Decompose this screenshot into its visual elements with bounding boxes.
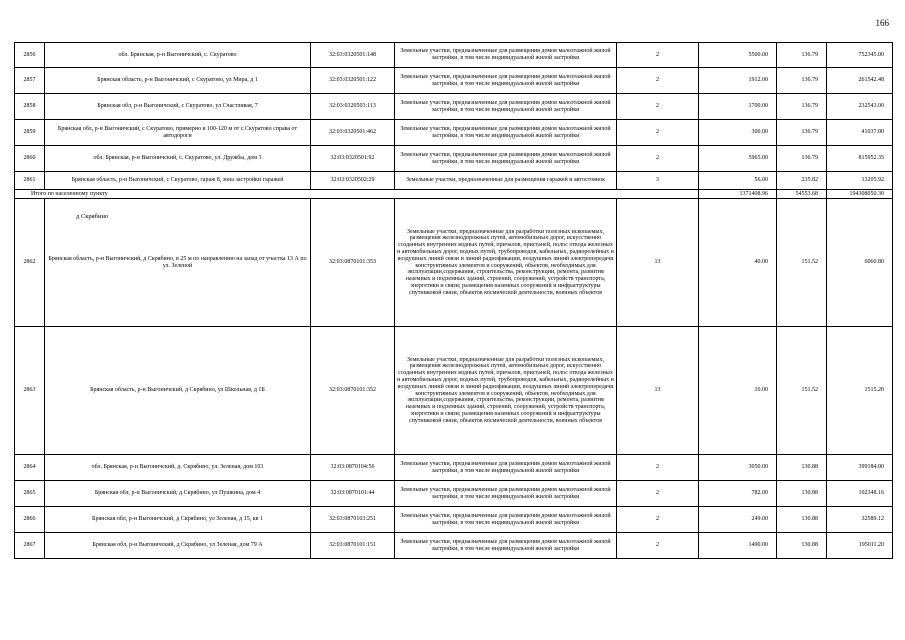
- total-rate: 54553.68: [777, 190, 827, 199]
- row-land-use: Земельные участки, предназначенные для размещения домов малоэтажной жилой застройки, в том числе индивидуальной жилой застройки: [395, 481, 617, 507]
- row-group: 2: [617, 68, 699, 94]
- row-area: 782.00: [699, 481, 777, 507]
- row-group: 2: [617, 94, 699, 120]
- row-value: 261542.48: [827, 68, 893, 94]
- row-address: Брянская обл, р-н Выгоничский, д Скрябино, ул Зеленая, дом 79 А: [45, 533, 311, 559]
- row-area: 40.00: [699, 199, 777, 327]
- locality-label: д Скрябино: [76, 213, 109, 220]
- row-address: Брянская область, р-н Выгоничский, д Скрябино, в 25 м по направлению на запад от участка 13 А по ул. Зеленой: [45, 199, 311, 327]
- row-cadastral-number: 32:03:0320502:29: [311, 172, 395, 190]
- row-number: 2867: [15, 533, 45, 559]
- row-value: 815952.35: [827, 146, 893, 172]
- table-row: [15, 68, 893, 94]
- row-value: 1515.20: [827, 327, 893, 455]
- row-value: 102348.16: [827, 481, 893, 507]
- row-area: 1912.00: [699, 68, 777, 94]
- row-address: Брянская область, р-н Выгоничский, с Скуратово, гараж 8, зона застройки гаражей: [45, 172, 311, 190]
- row-cadastral-number: 32:03:0870101:352: [311, 327, 395, 455]
- table-row: [15, 172, 893, 190]
- row-group: 2: [617, 455, 699, 481]
- row-cadastral-number: 32:03:0320501:462: [311, 120, 395, 146]
- row-area: 1700.00: [699, 94, 777, 120]
- row-cadastral-number: 32:03:0870101:44: [311, 481, 395, 507]
- row-value: 195011.20: [827, 533, 893, 559]
- row-rate: 136.79: [777, 120, 827, 146]
- row-address: Брянская обл, р-н Выгоничский, с Скуратово, примерно в 100-120 м от с.Скуратово справа от автодороги: [45, 120, 311, 146]
- row-number: 2865: [15, 481, 45, 507]
- row-address: Брянская область, р-н Выгоничский, д Скрябино, ул Школьная, д 1Б: [45, 327, 311, 455]
- row-rate: 130.88: [777, 455, 827, 481]
- row-cadastral-number: 32:03:0870101:151: [311, 533, 395, 559]
- row-land-use: Земельные участки, предназначенные для разработки полезных ископаемых, размещения железнодорожных путей, автомобильных дорог, искусственно созданных внутренних водных путей, причалов, пристаней, полос отвода железных и автомобильных дорог, водных путей, трубопроводов, кабельных, радиорелейных и воздушных линий связи и линий радиофикации, воздушных линий электропередачи конструктивных элементов и сооружений, объектов, необходимых для эксплуатации,содержания, строительства, реконструкции, ремонта, развития наземных и подземных зданий, строений, сооружений, устройств транспорта, энергетики и связи; размещения наземных сооружений и инфраструктуры спутниковой связи, объектов космической деятельности, военных объектов: [395, 199, 617, 327]
- row-cadastral-number: 32:03:0870103:251: [311, 507, 395, 533]
- table-row: [15, 199, 893, 327]
- row-cadastral-number: 32:03:0870101:353: [311, 199, 395, 327]
- row-value: 32589.12: [827, 507, 893, 533]
- row-rate: 136.79: [777, 146, 827, 172]
- row-land-use: Земельные участки, предназначенные для разработки полезных ископаемых, размещения железнодорожных путей, автомобильных дорог, искусственно созданных внутренних водных путей, причалов, пристаней, полос отвода железных и автомобильных дорог, водных путей, трубопроводов, кабельных, радиорелейных и воздушных линий связи и линий радиофикации, воздушных линий электропередачи конструктивных элементов и сооружений, объектов, необходимых для эксплуатации,содержания, строительства, реконструкции, ремонта, развития наземных и подземных зданий, строений, сооружений, устройств транспорта, энергетики и связи; размещения наземных сооружений и инфраструктуры спутниковой связи, объектов космической деятельности, военных объектов: [395, 327, 617, 455]
- row-rate: 130.88: [777, 533, 827, 559]
- row-area: 5965.00: [699, 146, 777, 172]
- table-row: [15, 507, 893, 533]
- row-rate: 136.79: [777, 68, 827, 94]
- row-number: 2861: [15, 172, 45, 190]
- row-group: 2: [617, 481, 699, 507]
- row-group: 2: [617, 43, 699, 68]
- row-rate: 136.79: [777, 94, 827, 120]
- row-number: 2866: [15, 507, 45, 533]
- row-cadastral-number: 32:03:0870104:56: [311, 455, 395, 481]
- row-rate: 136.79: [777, 43, 827, 68]
- row-value: 752345.00: [827, 43, 893, 68]
- row-rate: 235.82: [777, 172, 827, 190]
- row-area: 10.00: [699, 327, 777, 455]
- row-land-use: Земельные участки, предназначенные для размещения домов малоэтажной жилой застройки, в том числе индивидуальной жилой застройки: [395, 120, 617, 146]
- row-number: 2863: [15, 327, 45, 455]
- row-address: Брянская обл, р-н Выгоничский, д Скрябино, ул Зеленая, д 15, кв 1: [45, 507, 311, 533]
- row-cadastral-number: 32:03:0320501:92: [311, 146, 395, 172]
- row-group: 13: [617, 199, 699, 327]
- row-value: 13205.92: [827, 172, 893, 190]
- row-cadastral-number: 32:03:0320501:148: [311, 43, 395, 68]
- table-row: [15, 120, 893, 146]
- row-value: 399184.00: [827, 455, 893, 481]
- row-area: 300.00: [699, 120, 777, 146]
- table-row: [15, 533, 893, 559]
- row-number: 2856: [15, 43, 45, 68]
- row-group: 13: [617, 327, 699, 455]
- row-cadastral-number: 32:03:0320501:122: [311, 68, 395, 94]
- total-area: 1371408.96: [699, 190, 777, 199]
- row-land-use: Земельные участки, предназначенные для размещения гаражей и автостоянок: [395, 172, 617, 190]
- total-value: 194308050.30: [827, 190, 893, 199]
- row-address: Брянская обл, р-н Выгоничский, д Скрябино, ул Пушкина, дом 4: [45, 481, 311, 507]
- row-value: 41037.00: [827, 120, 893, 146]
- row-group: 3: [617, 172, 699, 190]
- row-group: 2: [617, 120, 699, 146]
- row-land-use: Земельные участки, предназначенные для размещения домов малоэтажной жилой застройки, в том числе индивидуальной жилой застройки: [395, 533, 617, 559]
- row-land-use: Земельные участки, предназначенные для размещения домов малоэтажной жилой застройки, в том числе индивидуальной жилой застройки: [395, 68, 617, 94]
- locality-total-row: [15, 190, 893, 199]
- row-number: 2864: [15, 455, 45, 481]
- table-row: [15, 481, 893, 507]
- table-row: [15, 455, 893, 481]
- row-rate: 151.52: [777, 327, 827, 455]
- table-row: [15, 327, 893, 455]
- row-area: 56.00: [699, 172, 777, 190]
- row-number: 2862: [15, 199, 45, 327]
- row-address: обл. Брянская, р-н Выгоничский, с. Скуратово: [45, 43, 311, 68]
- table-row: [15, 94, 893, 120]
- row-number: 2858: [15, 94, 45, 120]
- row-land-use: Земельные участки, предназначенные для размещения домов малоэтажной жилой застройки, в том числе индивидуальной жилой застройки: [395, 507, 617, 533]
- row-rate: 130.88: [777, 481, 827, 507]
- row-area: 5500.00: [699, 43, 777, 68]
- page-number: 166: [875, 18, 889, 28]
- row-land-use: Земельные участки, предназначенные для размещения домов малоэтажной жилой застройки, в том числе индивидуальной жилой застройки: [395, 43, 617, 68]
- table-row: [15, 146, 893, 172]
- row-address: обл. Брянская, р-н Выгоничский, д. Скрябино, ул. Зеленая, дом 103: [45, 455, 311, 481]
- row-area: 3050.00: [699, 455, 777, 481]
- row-area: 249.00: [699, 507, 777, 533]
- cadastral-value-table: [14, 42, 893, 559]
- row-group: 2: [617, 507, 699, 533]
- row-land-use: Земельные участки, предназначенные для размещения домов малоэтажной жилой застройки, в том числе индивидуальной жилой застройки: [395, 146, 617, 172]
- row-land-use: Земельные участки, предназначенные для размещения домов малоэтажной жилой застройки, в том числе индивидуальной жилой застройки: [395, 455, 617, 481]
- row-value: 6060.80: [827, 199, 893, 327]
- row-value: 232543.00: [827, 94, 893, 120]
- row-rate: 151.52: [777, 199, 827, 327]
- row-address: Брянская область, р-н Выгоничский, с Скуратово, ул Мира, д 1: [45, 68, 311, 94]
- row-number: 2860: [15, 146, 45, 172]
- total-label: Итого по населенному пункту: [15, 190, 699, 199]
- row-rate: 130.88: [777, 507, 827, 533]
- row-cadastral-number: 32:03:0320503:113: [311, 94, 395, 120]
- row-area: 1490.00: [699, 533, 777, 559]
- row-group: 2: [617, 533, 699, 559]
- row-address: обл. Брянская, р-н Выгоничский, с. Скуратово, ул. Дружбы, дом 3: [45, 146, 311, 172]
- table-row: [15, 43, 893, 68]
- row-number: 2859: [15, 120, 45, 146]
- row-group: 2: [617, 146, 699, 172]
- row-land-use: Земельные участки, предназначенные для размещения домов малоэтажной жилой застройки, в том числе индивидуальной жилой застройки: [395, 94, 617, 120]
- row-address: Брянская обл, р-н Выгоничский, с Скуратово, ул Счастливая, 7: [45, 94, 311, 120]
- row-number: 2857: [15, 68, 45, 94]
